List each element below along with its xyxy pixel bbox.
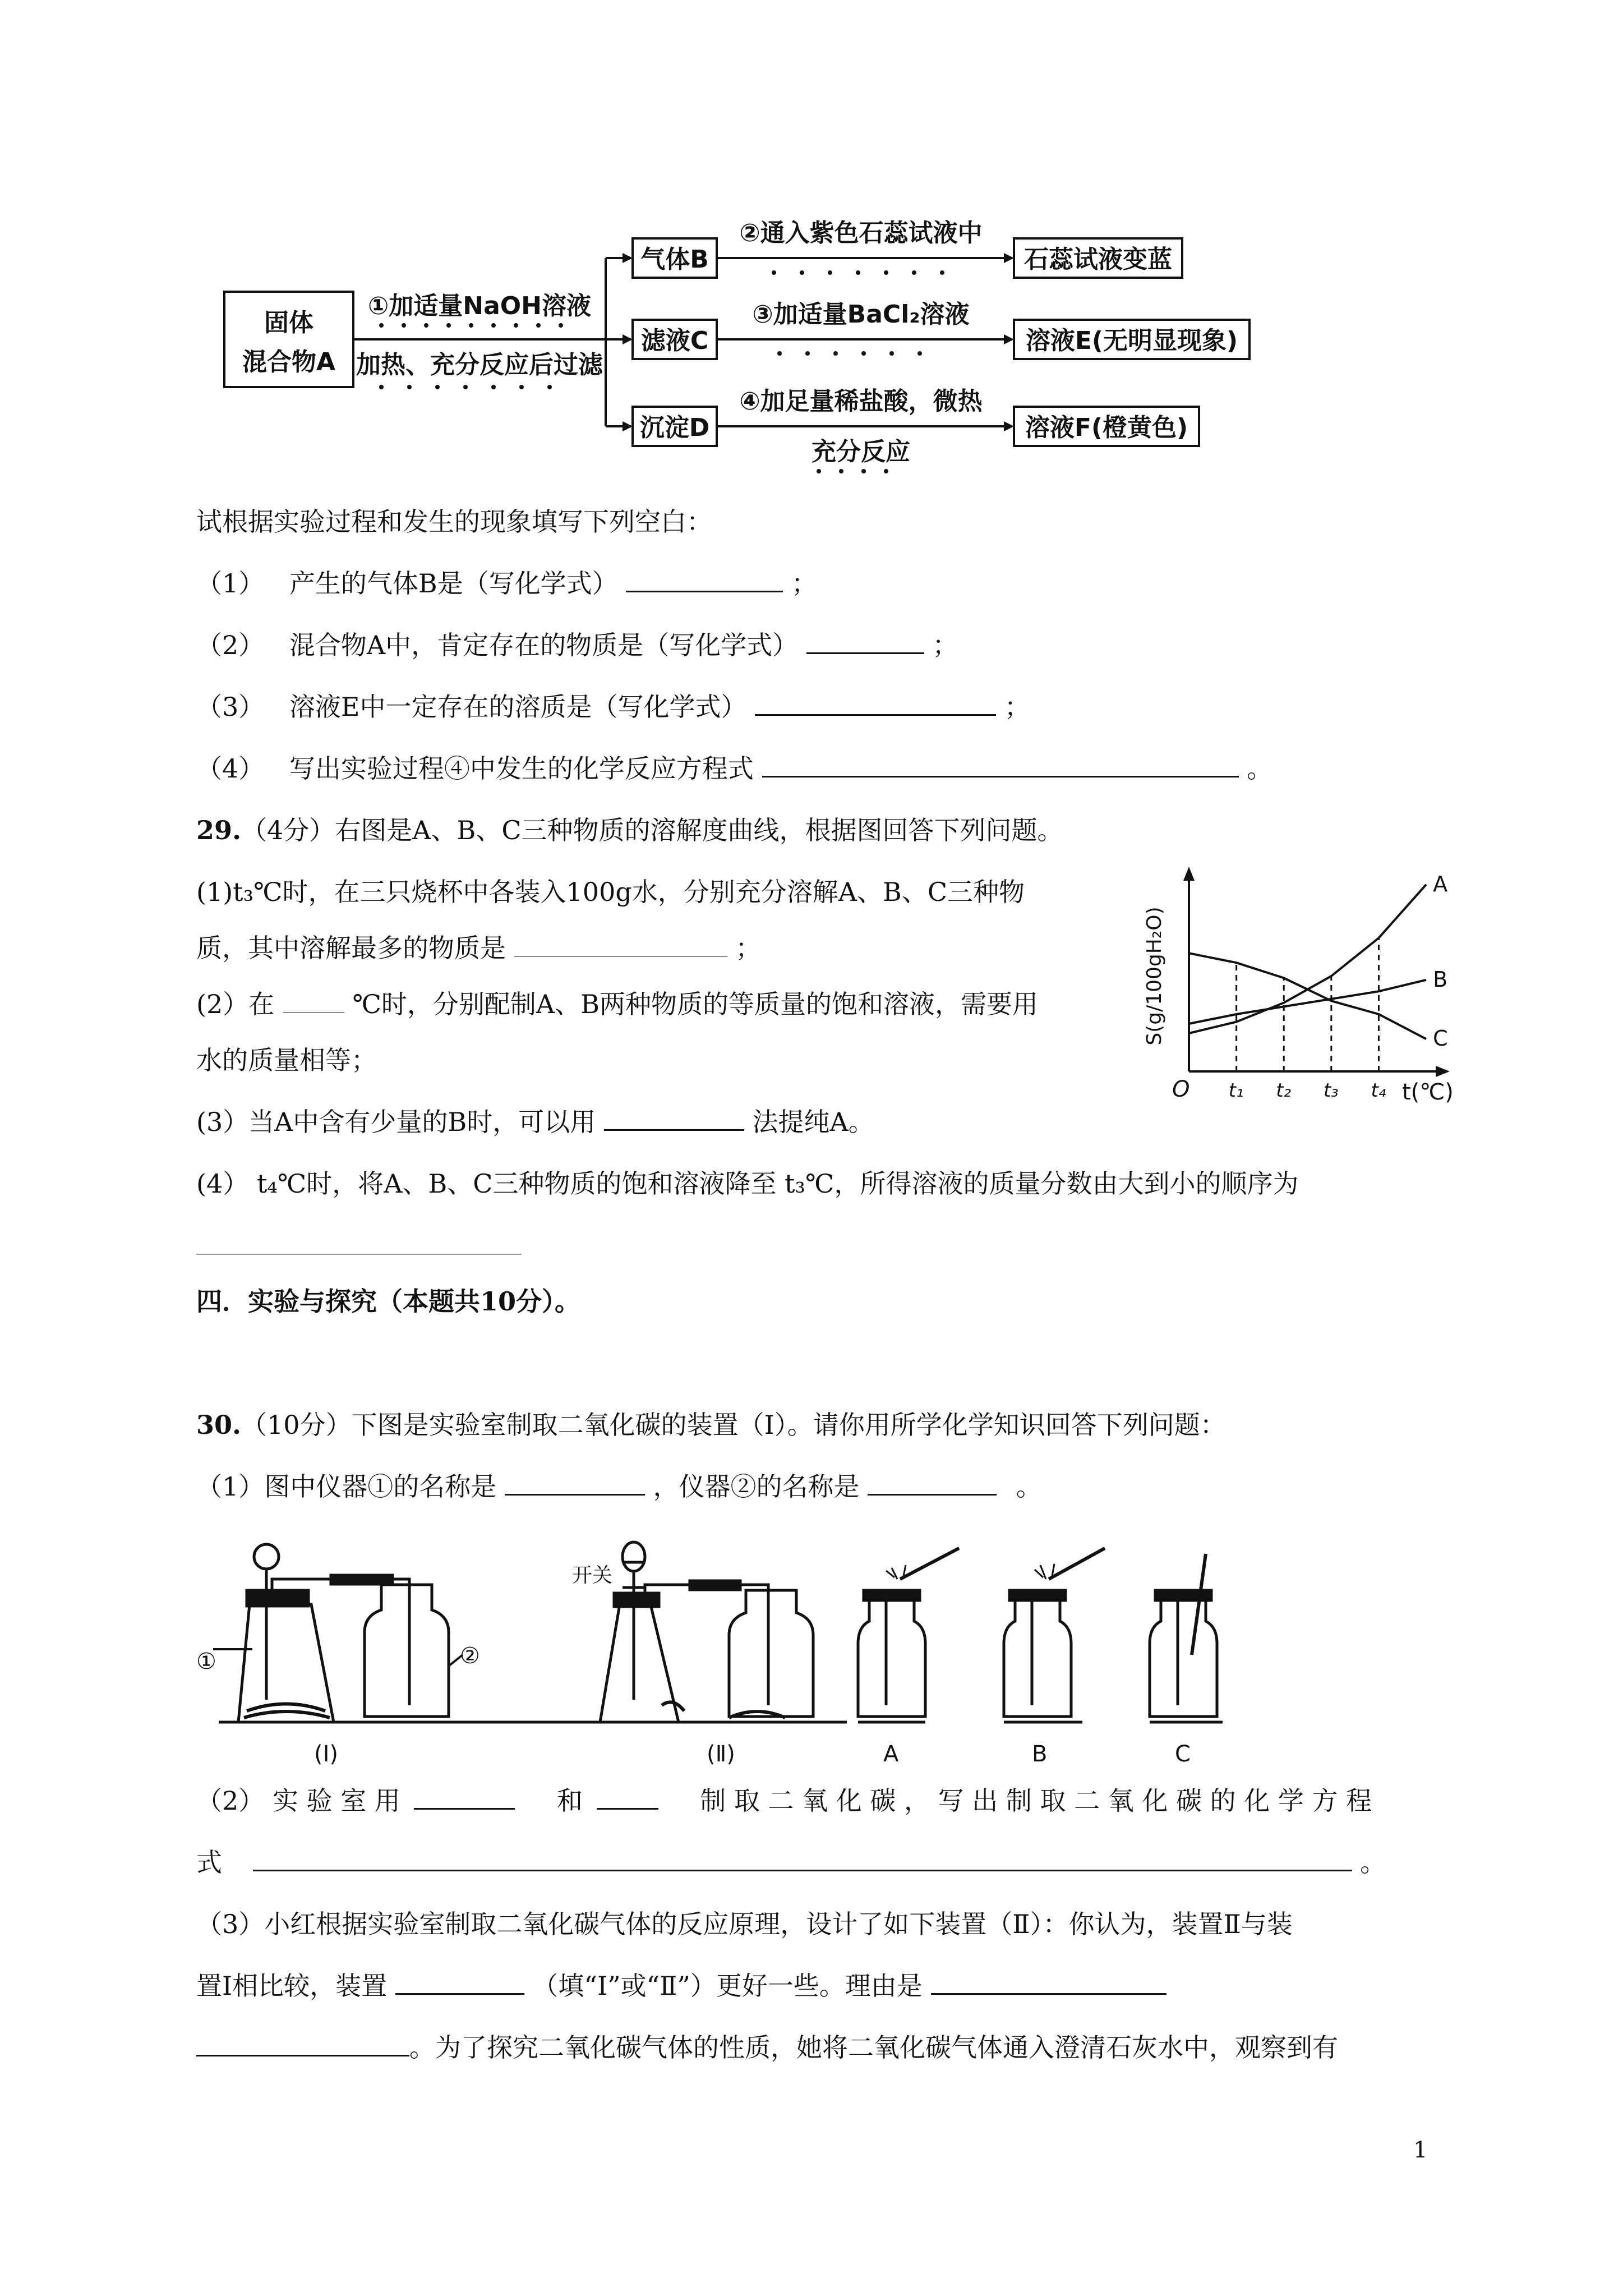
series-label-a: A [1433, 871, 1448, 896]
q29-p1b-text: 质，其中溶解最多的物质是 [196, 933, 506, 963]
x-tick-label-3: t₃ [1323, 1079, 1339, 1102]
q30-head [196, 1408, 1226, 1442]
apparatus-i [205, 1544, 600, 1722]
q30-p2-pre: （2） 实 验 室 用 [196, 1786, 400, 1816]
q29-head [196, 813, 1063, 847]
caption-a: A [883, 1741, 899, 1767]
series-label-c: C [1433, 1026, 1448, 1051]
q29-p2-answer-blank[interactable] [283, 990, 344, 1013]
page-number: 1 [1413, 2137, 1428, 2163]
q30-p1-mid: ，仪器②的名称是 [653, 1471, 860, 1502]
q28-p1-text: 产生的气体B是（写化学式） [289, 568, 618, 599]
q30-p2-mid: 和 [557, 1786, 583, 1816]
q29-p3-post: 法提纯A。 [752, 1107, 874, 1137]
caption-c: C [1175, 1741, 1191, 1767]
section4-title: 四．实验与探究（本题共10分）。 [196, 1286, 581, 1317]
q28-p1-answer-blank[interactable] [626, 568, 783, 592]
q28-p4-text: 写出实验过程④中发生的化学反应方程式 [289, 753, 754, 784]
curve-c [1189, 953, 1426, 1039]
caption-apparatus-ii: (Ⅱ) [707, 1741, 735, 1767]
experiment-flowchart [213, 202, 1256, 482]
q28-p2-text: 混合物A中，肯定存在的物质是（写化学式） [289, 630, 799, 660]
chart-origin-label: O [1172, 1076, 1190, 1102]
switch-label: 开关 [572, 1564, 613, 1587]
q29-p1b [196, 931, 761, 965]
q29-p2a-post: ℃时，分别配制A、B两种物质的等质量的饱和溶液，需要用 [352, 989, 1038, 1019]
q30-p2b-end: 。 [1360, 1847, 1386, 1878]
q30-part-1 [196, 1470, 1042, 1503]
q30-part-2 [196, 1784, 1372, 1818]
q30-p1-answer-blank-2[interactable] [868, 1471, 997, 1496]
q29-p2b: 水的质量相等； [196, 1045, 377, 1075]
q30-part-3b [196, 1969, 1166, 2003]
q28-p2-answer-blank[interactable] [806, 630, 924, 654]
instrument-1-label: ① [196, 1649, 216, 1674]
step1-bottom-label: 加热、充分反应后过滤 [356, 351, 603, 379]
bottle-c [1150, 1554, 1223, 1722]
q30-p3-choice-blank[interactable] [395, 1971, 524, 1995]
q28-part-3 [196, 690, 1030, 724]
q28-p4-end: 。 [1247, 753, 1273, 784]
q29-p2a [196, 987, 1038, 1021]
caption-b: B [1032, 1741, 1048, 1767]
step4-top-label: ④加足量稀盐酸，微热 [739, 387, 983, 416]
apparatus-ii [583, 1542, 847, 1722]
x-tick-label-2: t₂ [1276, 1079, 1292, 1102]
q28-p2-num: （2） [196, 630, 265, 660]
bottle-b [1004, 1548, 1105, 1722]
q28-p3-answer-blank[interactable] [755, 692, 996, 716]
q30-number: 30. [196, 1410, 242, 1440]
q28-part-1 [196, 567, 817, 600]
result-solution-f-label: 溶液F(橙黄色) [1025, 413, 1188, 442]
curve-a [1189, 885, 1426, 1033]
q30-p3-reason-blank-2[interactable] [196, 2032, 409, 2056]
q29-p3-answer-blank[interactable] [604, 1107, 744, 1131]
q28-p3-text: 溶液E中一定存在的溶质是（写化学式） [289, 692, 747, 722]
q28-p1-end: ； [791, 568, 817, 599]
q30-head-text: （10分）下图是实验室制取二氧化碳的装置（Ⅰ）。请你用所学化学知识回答下列问题： [241, 1410, 1226, 1440]
q30-p3-reason-blank-1[interactable] [931, 1971, 1166, 1995]
q28-part-4 [196, 752, 1272, 785]
q29-p4: (4） t₄℃时，将A、B、C三种物质的饱和溶液降至 t₃℃，所得溶液的质量分数由大到小的顺序为 [196, 1168, 1299, 1199]
q30-p2b-pre: 式 [196, 1847, 222, 1878]
q29-p1-end: ； [735, 933, 762, 963]
q28-p1-num: （1） [196, 568, 265, 599]
q29-p1-answer-blank[interactable] [514, 933, 727, 957]
q29-p1a: (1)t₃℃时，在三只烧杯中各装入100g水，分别充分溶解A、B、C三种物 [196, 877, 1025, 907]
q28-part-2 [196, 628, 958, 662]
result-solution-e-label: 溶液E(无明显现象) [1025, 326, 1238, 355]
q30-p2-post: 制 取 二 氧 化 碳 ， 写 出 制 取 二 氧 化 碳 的 化 学 方 程 [700, 1786, 1372, 1816]
start-label-1: 固体 [264, 309, 313, 337]
curve-b [1189, 980, 1426, 1024]
gas-b-label: 气体B [640, 245, 709, 274]
q30-p1-end: 。 [1016, 1471, 1042, 1502]
q30-p3a: （3）小红根据实验室制取二氧化碳气体的反应原理，设计了如下装置（Ⅱ）：你认为，装置Ⅱ与装 [196, 1909, 1293, 1939]
chart-x-label: t(℃) [1402, 1079, 1454, 1105]
q29-p3-pre: (3）当A中含有少量的B时，可以用 [196, 1107, 596, 1137]
step2-label: ②通入紫色石蕊试液中 [739, 219, 983, 247]
filtrate-c-label: 滤液C [640, 326, 709, 355]
q30-p3c-post: 。为了探究二氧化碳气体的性质，她将二氧化碳气体通入澄清石灰水中，观察到有 [409, 2032, 1338, 2063]
caption-apparatus-i: (Ⅰ) [314, 1741, 339, 1767]
series-label-b: B [1433, 967, 1448, 992]
q30-p2-answer-blank-1[interactable] [414, 1786, 515, 1810]
result-litmus-label: 石蕊试液变蓝 [1024, 245, 1172, 274]
step1-top-label: ①加适量NaOH溶液 [368, 292, 591, 320]
q30-part-2b [196, 1846, 1386, 1879]
q30-p1-answer-blank-1[interactable] [505, 1471, 645, 1496]
step4-bottom-label: 充分反应 [811, 438, 910, 466]
q28-p4-num: （4） [196, 753, 265, 784]
q30-p2-answer-blank-2[interactable] [597, 1786, 658, 1810]
bottle-a [858, 1548, 959, 1722]
step3-label: ③加适量BaCl₂溶液 [752, 300, 970, 329]
chart-y-label: S(g/100gH₂O) [1143, 907, 1166, 1046]
q30-p3b-mid: （填“Ⅰ”或“Ⅱ”）更好一些。理由是 [532, 1971, 923, 2001]
q29-p4-answer-blank[interactable] [196, 1254, 522, 1255]
q28-intro: 试根据实验过程和发生的现象填写下列空白： [196, 507, 712, 537]
q30-p2-equation-blank[interactable] [253, 1847, 1352, 1871]
q30-part-3c [196, 2031, 1338, 2064]
q30-p3b-pre: 置Ⅰ相比较，装置 [196, 1971, 388, 2001]
q28-p3-end: ； [1004, 692, 1030, 722]
q29-p3 [196, 1105, 874, 1139]
apparatus-figure [196, 1537, 1318, 1773]
q28-p2-end: ； [932, 630, 958, 660]
precipitate-d-label: 沉淀D [639, 413, 710, 442]
q29-head-text: （4分）右图是A、B、C三种物质的溶解度曲线，根据图回答下列问题。 [241, 815, 1063, 845]
q29-number: 29. [196, 815, 242, 845]
q28-p3-num: （3） [196, 692, 265, 722]
q28-p4-answer-blank[interactable] [762, 753, 1239, 777]
solubility-curve-chart [1138, 858, 1464, 1105]
instrument-2-label: ② [460, 1643, 480, 1669]
q29-p2a-pre: (2）在 [196, 989, 275, 1019]
x-tick-label-1: t₁ [1228, 1079, 1244, 1102]
start-label-2: 混合物A [242, 348, 336, 376]
q30-p1-pre: （1）图中仪器①的名称是 [196, 1471, 497, 1502]
x-tick-label-4: t₄ [1371, 1079, 1386, 1102]
